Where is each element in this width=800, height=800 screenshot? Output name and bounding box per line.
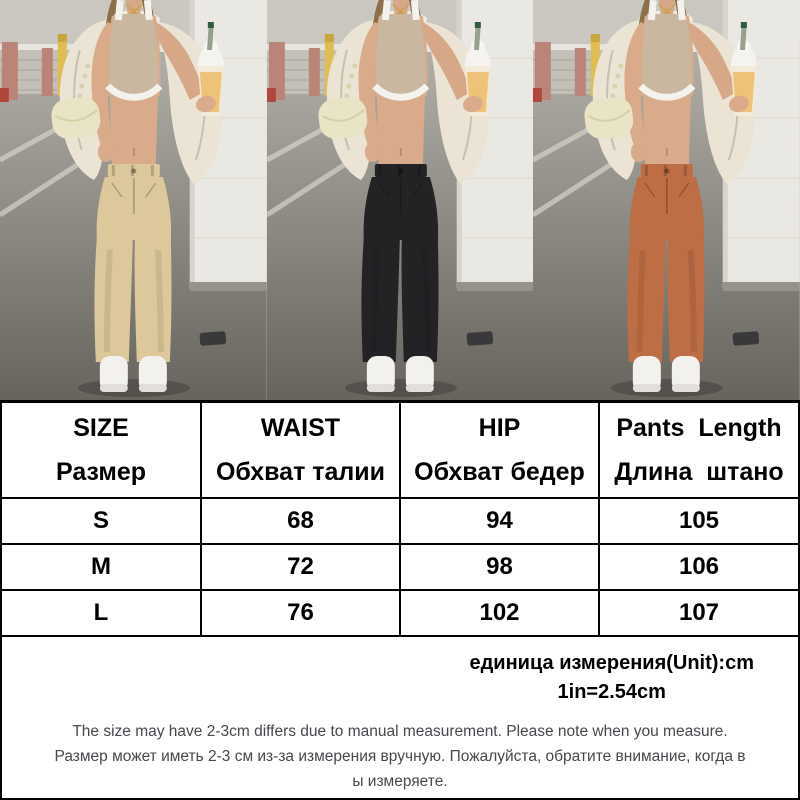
cell-size-m: M bbox=[2, 544, 201, 590]
disclaimer-line2: Размер может иметь 2-3 см из-за измерения вручную. Пожалуйста, обратите внимание, когда в bbox=[54, 748, 746, 765]
disclaimer-line3: ы измеряете. bbox=[352, 773, 448, 790]
col-header-size-en: SIZE bbox=[73, 414, 129, 442]
table-row-s bbox=[2, 498, 798, 544]
col-header-waist bbox=[201, 403, 400, 498]
col-header-length-ru: Длина штано bbox=[614, 458, 784, 486]
col-header-waist-ru: Обхват талии bbox=[215, 458, 386, 486]
unit-note bbox=[2, 637, 798, 707]
cell-length-s: 105 bbox=[599, 498, 798, 544]
col-header-hip-en: HIP bbox=[478, 414, 521, 442]
product-photo-black bbox=[267, 0, 534, 400]
cell-waist-l: 76 bbox=[201, 590, 400, 636]
disclaimer-line1: The size may have 2-3cm differs due to manual measurement. Please note when you measure. bbox=[72, 723, 728, 740]
cell-length-m: 106 bbox=[599, 544, 798, 590]
col-header-waist-en: WAIST bbox=[260, 414, 341, 442]
cell-size-s: S bbox=[2, 498, 201, 544]
product-photo-orange bbox=[533, 0, 800, 400]
col-header-length bbox=[599, 403, 798, 498]
col-header-size-ru: Размер bbox=[55, 458, 147, 486]
unit-note-line1: единица измерения(Unit):cm bbox=[469, 652, 754, 674]
col-header-hip-ru: Обхват бедер bbox=[414, 458, 585, 486]
table-row-l bbox=[2, 590, 798, 636]
cell-hip-m: 98 bbox=[400, 544, 599, 590]
size-chart-table bbox=[2, 403, 798, 637]
cell-length-l: 107 bbox=[599, 590, 798, 636]
cell-hip-s: 94 bbox=[400, 498, 599, 544]
header-row bbox=[2, 403, 798, 498]
size-chart-sheet bbox=[0, 400, 800, 800]
col-header-hip bbox=[400, 403, 599, 498]
cell-hip-l: 102 bbox=[400, 590, 599, 636]
cell-waist-m: 72 bbox=[201, 544, 400, 590]
measurement-disclaimer bbox=[2, 719, 798, 794]
product-photo-khaki bbox=[0, 0, 267, 400]
table-row-m bbox=[2, 544, 798, 590]
cell-waist-s: 68 bbox=[201, 498, 400, 544]
unit-note-line2: 1in=2.54cm bbox=[557, 681, 666, 703]
col-header-size bbox=[2, 403, 201, 498]
cell-size-l: L bbox=[2, 590, 201, 636]
col-header-length-en: Pants Length bbox=[616, 414, 782, 442]
